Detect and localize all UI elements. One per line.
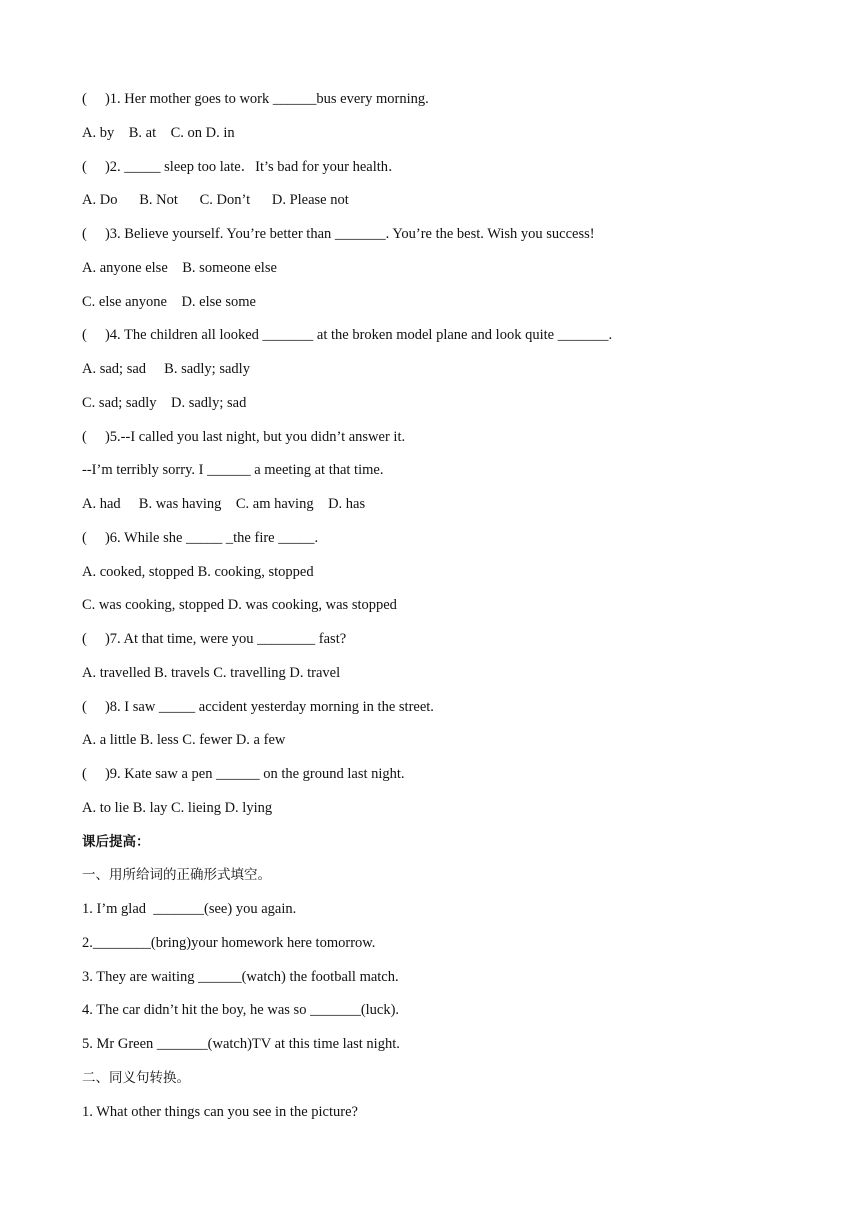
question-3-options-ab: A. anyone else B. someone else: [82, 259, 277, 276]
question-2-stem: ( )2. _____ sleep too late．It’s bad for your health．: [82, 158, 403, 175]
fill-blank-3: 3. They are waiting ______(watch) the football match.: [82, 968, 399, 985]
question-6-stem: ( )6. While she _____ _the fire _____.: [82, 529, 319, 546]
fill-blank-5: 5. Mr Green _______(watch)TV at this time last night.: [82, 1036, 400, 1052]
fill-blank-1: 1. I’m glad _______(see) you again.: [82, 901, 297, 917]
question-8-stem: ( )8. I saw _____ accident yesterday morning in the street.: [82, 698, 434, 715]
question-2-options: A. Do B. Not C. Don’t D. Please not: [82, 192, 349, 209]
worksheet-page: [82, 88, 802, 1134]
fill-blank-4: 4. The car didn’t hit the boy, he was so _______(luck).: [82, 1002, 400, 1019]
question-4-stem: ( )4. The children all looked _______ at the broken model plane and look quite _______.: [82, 327, 613, 344]
question-4-options-ab: A. sad; sad B. sadly; sadly: [82, 361, 250, 377]
rewrite-sentence-1: 1. What other things can you see in the picture?: [82, 1103, 358, 1120]
question-1-stem: ( )1. Her mother goes to work ______bus every morning.: [82, 91, 429, 107]
question-5-stem: ( )5.--I called you last night, but you didn’t answer it.: [82, 428, 406, 445]
question-5-reply: --I’m terribly sorry. I ______ a meeting at that time.: [82, 462, 384, 479]
question-6-options-cd: C. was cooking, stopped D. was cooking, was stopped: [82, 597, 397, 614]
question-9-stem: ( )9. Kate saw a pen ______ on the ground last night.: [82, 766, 405, 782]
question-9-options: A. to lie B. lay C. lieing D. lying: [82, 799, 273, 816]
question-4-options-cd: C. sad; sadly D. sadly; sad: [82, 394, 247, 411]
part-two-heading: 二、同义句转换。: [82, 1069, 190, 1086]
question-1-options: A. by B. at C. on D. in: [82, 124, 235, 141]
part-one-heading: 一、用所给词的正确形式填空。: [82, 867, 271, 884]
question-6-options-ab: A. cooked, stopped B. cooking, stopped: [82, 563, 314, 580]
section-heading-after-class: 课后提高：: [82, 833, 150, 850]
question-3-stem: ( )3. Believe yourself. You’re better than _______. You’re the best. Wish you success!: [82, 226, 595, 242]
question-7-stem: ( )7. At that time, were you ________ fast?: [82, 631, 347, 647]
question-8-options: A. a little B. less C. fewer D. a few: [82, 732, 286, 749]
question-3-options-cd: C. else anyone D. else some: [82, 293, 256, 310]
fill-blank-2: 2.________(bring)your homework here tomorrow.: [82, 934, 376, 951]
question-5-options: A. had B. was having C. am having D. has: [82, 496, 366, 512]
question-7-options: A. travelled B. travels C. travelling D. travel: [82, 664, 341, 681]
